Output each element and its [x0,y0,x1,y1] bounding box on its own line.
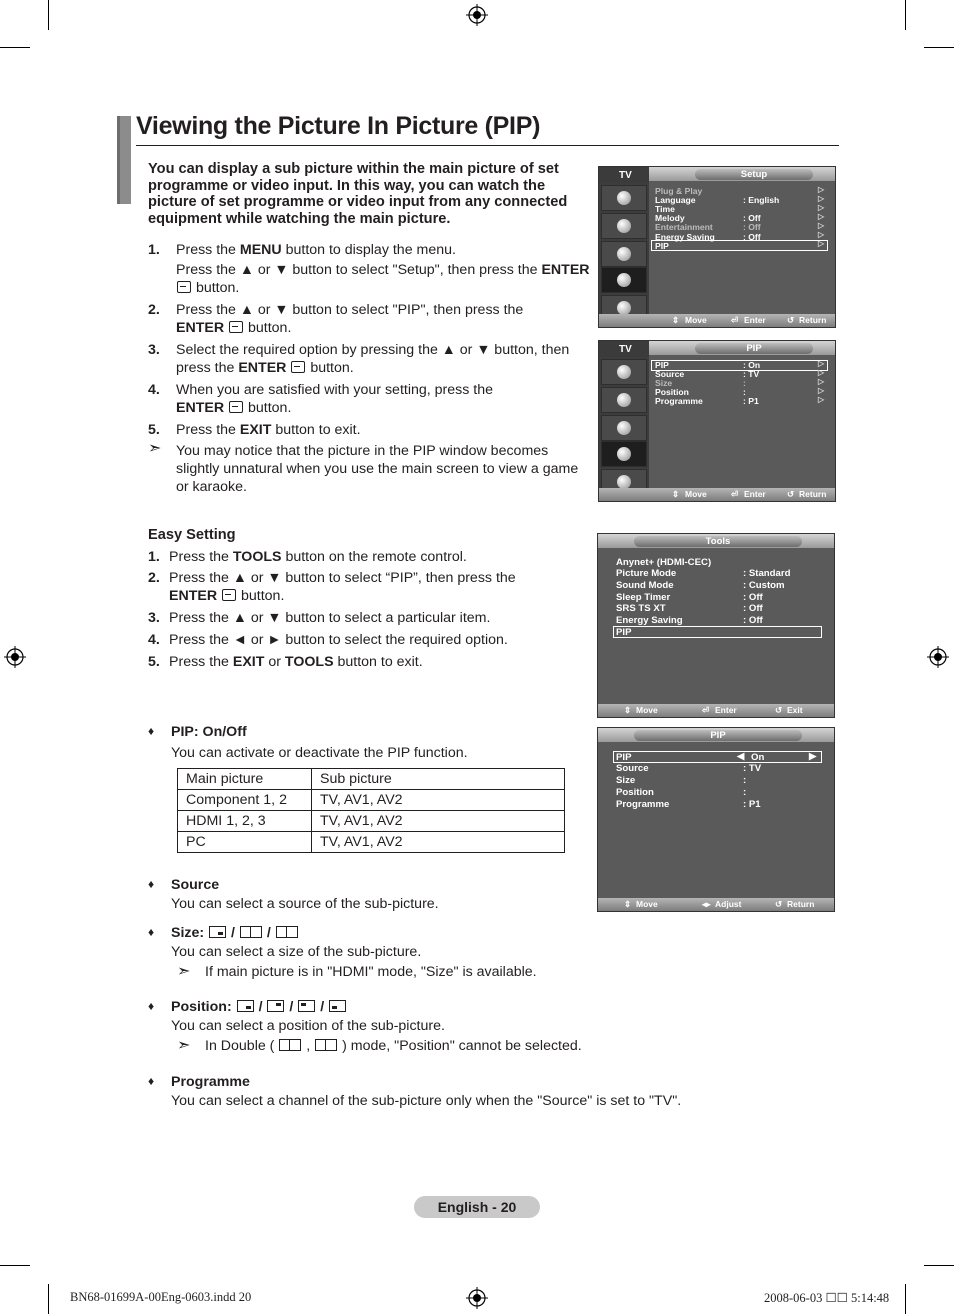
move-icon: ⇕ [624,705,632,715]
sound-menu-icon[interactable] [601,213,647,239]
osd-row[interactable]: Sleep Timer [616,592,671,603]
registration-mark-icon [4,646,26,668]
osd-footer: ⇕ Move ⏎ Enter ↺ Return [599,314,835,327]
crop-mark [0,47,30,48]
sound-menu-icon[interactable] [601,387,647,413]
arrow-right-icon[interactable]: ▶ [809,751,817,762]
osd-row[interactable]: Plug & Play [655,186,703,196]
crop-mark [905,0,906,30]
easy-step-5: 5. Press the EXIT or TOOLS button to exit. [148,654,423,670]
setup-menu-icon[interactable] [601,267,647,293]
programme-section: ♦ Programme You can select a channel of the sub-picture only when the "Source" is set to "TV". [148,1074,682,1109]
enter-icon [229,321,243,333]
table-row: PC TV, AV1, AV2 [178,832,565,853]
osd-row[interactable]: Anynet+ (HDMI-CEC) [616,557,712,568]
osd-header: Tools [634,536,802,547]
osd-row[interactable]: Position [616,787,654,798]
return-icon: ↺ [775,899,783,909]
position-section: ♦ Position: / / / You can select a position of the sub-picture. ➣ In Double ( , ) mode, "Position" cannot be selected. [148,999,582,1054]
crop-mark [48,1284,49,1314]
osd-row[interactable]: Programme [655,396,703,406]
picture-menu-icon[interactable] [601,359,647,385]
osd-row[interactable]: Language [655,195,696,205]
osd-footer: ⇕ Move ⏎ Enter ↺ Exit [598,704,834,717]
osd-row[interactable]: Source [655,369,685,379]
osd-row[interactable]: PIP [655,241,669,251]
enter-icon [229,401,243,413]
move-icon: ⇕ [672,489,680,499]
osd-row[interactable]: Time [655,204,675,214]
channel-menu-icon[interactable] [601,415,647,441]
osd-row[interactable]: Size [616,775,636,786]
osd-row[interactable]: Energy Saving [655,232,715,242]
move-icon: ⇕ [624,899,632,909]
easy-step-4: 4. Press the ◄ or ► button to select the required option. [148,632,508,648]
slug-timestamp: 2008-06-03 ☐☐ 5:14:48 [764,1291,890,1305]
osd-sidebar [599,183,649,327]
crop-mark [924,47,954,48]
crop-mark [924,1265,954,1266]
osd-row[interactable]: Position [655,387,689,397]
osd-row[interactable]: SRS TS XT [616,603,666,614]
table-row: Component 1, 2 TV, AV1, AV2 [178,790,565,811]
step-1: 1. Press the MENU button to display the menu. [148,242,456,258]
osd-tv-label: TV [599,167,649,183]
menu-steps [148,241,593,496]
source-section: ♦ Source You can select a source of the sub-picture. [148,877,439,912]
registration-mark-icon [466,4,488,26]
osd-sidebar [599,357,649,501]
title-underline [136,145,839,146]
title-accent-bar [117,116,131,204]
bullet-diamond-icon: ♦ [148,999,155,1013]
osd-row[interactable]: Sound Mode [616,580,674,591]
osd-row[interactable]: PIP [616,752,632,763]
note-arrow-icon: ➣ [177,963,191,980]
osd-selection-highlight [651,240,828,251]
pip-source-table [177,768,565,853]
double-screen-icon [240,926,262,938]
osd-row[interactable]: Size [655,378,673,388]
setup-menu-icon[interactable] [601,441,647,467]
crop-mark [905,1284,906,1314]
osd-footer: ⇕ Move ◂▸ Adjust ↺ Return [598,898,834,911]
step-2: 2. Press the ▲ or ▼ button to select "PIP", then press the ENTER button. [148,302,524,336]
note-arrow-icon: ➣ [177,1037,191,1054]
arrow-right-icon: ▷ ▷ ▷ ▷ ▷ ▷ ▷ [818,185,825,248]
osd-setup-menu: Setup TV Plug & Play Language : English Time Melody : Off Entertainment : Off Energy Saving : Off PIP ▷ ▷ ▷ ▷ ▷ ▷ ▷ ⇕ Move ⏎ Enter ↺ Return [598,166,836,328]
osd-row[interactable]: Energy Saving [616,615,683,626]
easy-step-2: 2. Press the ▲ or ▼ button to select “PIP”, then press the ENTER button. [148,570,516,604]
osd-row[interactable]: Melody [655,213,685,223]
enter-icon: ⏎ [731,489,739,499]
bullet-diamond-icon: ♦ [148,877,155,891]
easy-setting-steps [148,548,588,671]
bullet-diamond-icon: ♦ [148,1074,155,1088]
page-title: Viewing the Picture In Picture (PIP) [136,112,541,140]
intro-text: You can display a sub picture within the main picture of set programme or video input. In this way, you can watch the picture of set programme or video input from any connected equipment while watching the main picture. [148,161,568,227]
crop-mark [48,0,49,30]
pip-bottom-right-icon [237,1000,254,1012]
double-screen-icon [315,1039,337,1051]
osd-pip-menu: PIP TV PIP : On Source : TV Size : Position : Programme : P1 ▷ ▷ ▷ ▷ ▷ ⇕ Move ⏎ Enter ↺ Return [598,340,836,502]
pip-small-icon [209,926,226,938]
easy-setting-heading: Easy Setting [148,527,236,543]
osd-row[interactable]: PIP [616,627,632,638]
bullet-diamond-icon: ♦ [148,724,155,738]
bullet-diamond-icon: ♦ [148,925,155,939]
size-section: ♦ Size: / / You can select a size of the sub-picture. ➣ If main picture is in "HDMI" mode, "Size" is available. [148,925,537,980]
osd-selection-highlight [613,751,822,763]
osd-header: PIP [695,343,813,354]
move-icon: ⇕ [672,315,680,325]
osd-row[interactable]: Source [616,763,649,774]
easy-step-3: 3. Press the ▲ or ▼ button to select a particular item. [148,610,491,626]
osd-header: Setup [695,169,813,180]
step-5: 5. Press the EXIT button to exit. [148,422,361,438]
enter-icon [291,361,305,373]
osd-row[interactable]: Entertainment [655,222,713,232]
osd-tools-menu: Tools Anynet+ (HDMI-CEC) Picture Mode : Standard Sound Mode : Custom Sleep Timer : Off SRS TS XT : Off Energy Saving : Off PIP ⇕ Move ⏎ Enter ↺ Exit [597,533,835,718]
pip-onoff-section: ♦ PIP: On/Off You can activate or deactivate the PIP function. [148,724,468,761]
adjust-icon: ◂▸ [702,899,711,909]
crop-mark [0,1265,30,1266]
page-number-badge: English - 20 [414,1196,540,1218]
osd-pip-tools-menu: PIP PIP ◀ On ▶ Source : TV Size : Position : Programme : P1 ⇕ Move ◂▸ Adjust ↺ Return [597,727,835,912]
osd-header: PIP [634,730,802,741]
enter-icon: ⏎ [702,705,710,715]
return-icon: ↺ [775,705,783,715]
registration-mark-icon [466,1287,488,1309]
easy-step-1: 1. Press the TOOLS button on the remote control. [148,549,467,565]
picture-menu-icon[interactable] [601,185,647,211]
note-arrow-icon: ➣ [148,440,162,457]
arrow-left-icon[interactable]: ◀ [737,751,745,762]
enter-icon [177,281,191,293]
return-icon: ↺ [787,315,795,325]
osd-tv-label: TV [599,341,649,357]
double-screen-icon [276,926,298,938]
slug-filename: BN68-01699A-00Eng-0603.indd 20 [70,1290,252,1304]
registration-mark-icon [927,646,949,668]
osd-row[interactable]: Picture Mode [616,568,677,579]
table-row: Main picture Sub picture [178,769,565,790]
return-icon: ↺ [787,489,795,499]
note-unnatural: ➣ You may notice that the picture in the PIP window becomes slightly unnatural when you use the main screen to view a game or karaoke. [148,440,579,495]
step-4: 4. When you are satisfied with your setting, press the ENTER button. [148,382,494,416]
step-1-cont: Press the ▲ or ▼ button to select "Setup", then press the ENTER button. [176,262,590,296]
step-3: 3. Select the required option by pressing the ▲ or ▼ button, then press the ENTER button. [148,342,570,376]
channel-menu-icon[interactable] [601,241,647,267]
pip-top-left-icon [298,1000,315,1012]
arrow-right-icon: ▷ ▷ ▷ ▷ ▷ [818,359,825,404]
pip-bottom-left-icon [329,1000,346,1012]
enter-icon [222,589,236,601]
osd-row[interactable]: Programme [616,799,670,810]
osd-selection-highlight [613,626,822,638]
pip-top-right-icon [267,1000,284,1012]
osd-row[interactable]: PIP [655,360,669,370]
enter-icon: ⏎ [731,315,739,325]
double-screen-icon [279,1039,301,1051]
osd-footer: ⇕ Move ⏎ Enter ↺ Return [599,488,835,501]
table-row: HDMI 1, 2, 3 TV, AV1, AV2 [178,811,565,832]
